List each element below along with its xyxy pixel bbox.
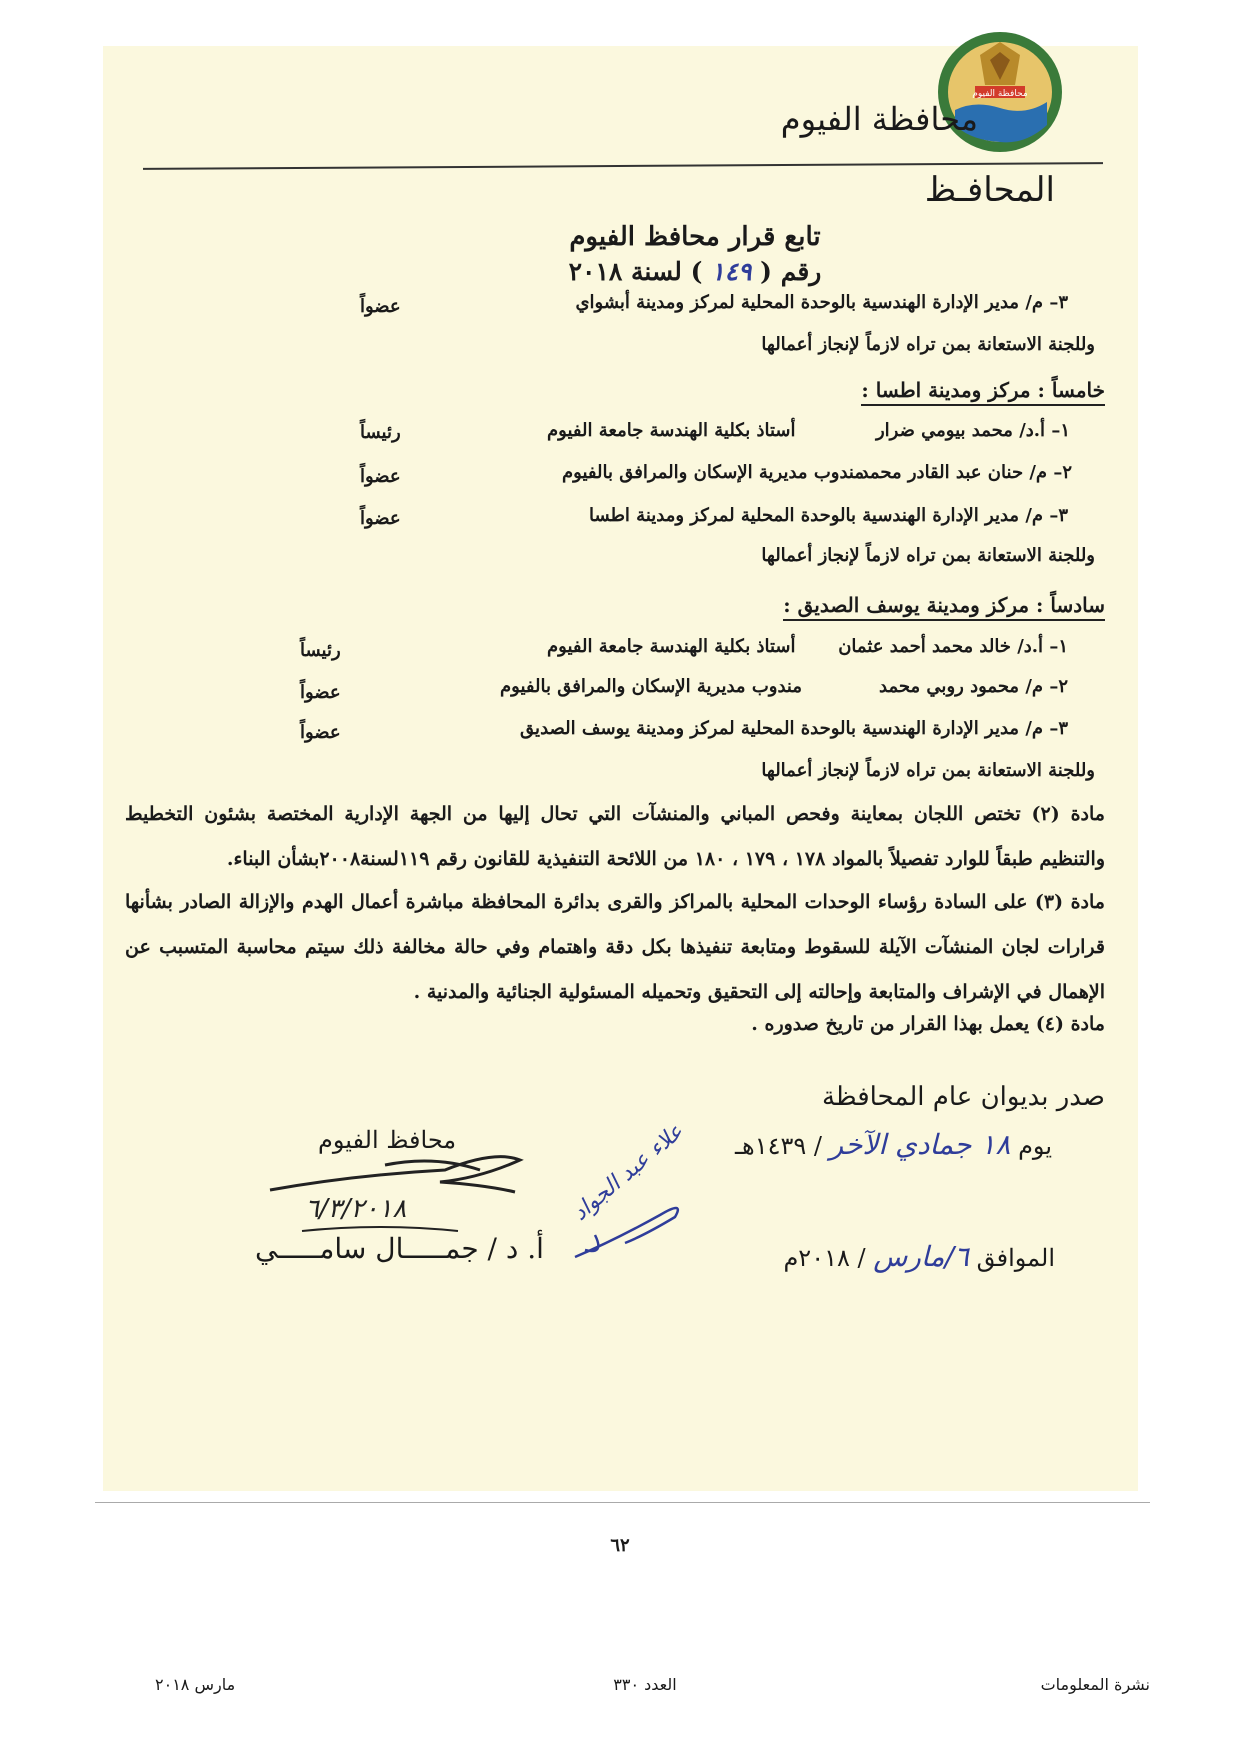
hijri-year: / ١٤٣٩هـ xyxy=(735,1132,822,1160)
member-title: مندوب مديرية الإسكان والمرافق بالفيوم xyxy=(562,462,865,483)
member-line: ٣– م/ مدير الإدارة الهندسية بالوحدة المحلية لمركز ومدينة أبشواي xyxy=(575,292,1068,313)
decision-number xyxy=(500,257,890,286)
governor-title: المحافـظ xyxy=(924,170,1055,210)
number-prefix: رقم ( xyxy=(760,257,822,286)
handwritten-gregorian: ٦/مارس xyxy=(873,1240,969,1273)
member-name: ٢– م/ حنان عبد القادر محمد xyxy=(860,462,1072,483)
decision-title: تابع قرار محافظ الفيوم xyxy=(569,222,821,252)
signature-date: ٦/٣/٢٠١٨ xyxy=(305,1194,407,1224)
greg-label: الموافق xyxy=(976,1244,1055,1272)
section-heading: سادساً : مركز ومدينة يوسف الصديق : xyxy=(783,593,1105,621)
day-label: يوم xyxy=(1018,1132,1052,1160)
article-3: مادة (٣) على السادة رؤساء الوحدات المحلية بالمراكز والقرى بدائرة المحافظة مباشرة أعمال الهدم والإزالة الصادر بشأنها قرارات لجان المنشآت الآيلة للسقوط ومتابعة تنفيذها بكل دقة واهتمام وفي حالة مخالفة ذلك سيتم محاسبة المتسبب عن الإهمال في الإشراف والمتابعة وإحالته إلى التحقيق وتحميله المسئولية الجنائية والمدنية . xyxy=(125,891,1105,1003)
footer-issue: العدد ٣٣٠ xyxy=(613,1675,677,1694)
issued-line: صدر بديوان عام المحافظة xyxy=(821,1082,1105,1112)
member-name: ١– أ.د/ محمد بيومي ضرار xyxy=(875,420,1070,441)
member-name: ٢– م/ محمود روبي محمد xyxy=(879,676,1068,697)
member-role: عضواً xyxy=(300,722,341,743)
handwritten-number: ١٤٩ xyxy=(711,257,752,286)
number-suffix: ) لسنة ٢٠١٨ xyxy=(568,257,703,286)
greg-year: / ٢٠١٨م xyxy=(783,1244,866,1272)
member-role: عضواً xyxy=(360,508,401,529)
hijri-date xyxy=(735,1128,1052,1161)
page-number: ٦٢ xyxy=(610,1535,630,1556)
governor-label: محافظ الفيوم xyxy=(318,1126,457,1154)
svg-text:محافظة الفيوم: محافظة الفيوم xyxy=(972,89,1028,99)
member-line: ٣– م/ مدير الإدارة الهندسية بالوحدة المحلية لمركز ومدينة يوسف الصديق xyxy=(520,718,1068,739)
member-title: أستاذ بكلية الهندسة جامعة الفيوم xyxy=(547,420,796,441)
member-name: ١– أ.د/ خالد محمد أحمد عثمان xyxy=(838,636,1068,657)
gregorian-date xyxy=(783,1240,1055,1273)
member-title: مندوب مديرية الإسكان والمرافق بالفيوم xyxy=(500,676,803,697)
member-title: أستاذ بكلية الهندسة جامعة الفيوم xyxy=(547,636,796,657)
governor-name: أ. د / جمـــــال سامـــــي xyxy=(255,1232,544,1265)
initials-scribble xyxy=(565,1195,695,1265)
member-role: رئيساً xyxy=(360,422,401,443)
marginal-note: علاء عبد الجواد xyxy=(567,1119,689,1226)
member-role: عضواً xyxy=(360,296,401,317)
help-line: وللجنة الاستعانة بمن تراه لازماً لإنجاز أعمالها xyxy=(761,334,1095,355)
footer-date: مارس ٢٠١٨ xyxy=(155,1675,236,1694)
article-4: مادة (٤) يعمل بهذا القرار من تاريخ صدوره . xyxy=(751,1013,1105,1035)
footer-rule xyxy=(95,1502,1150,1503)
help-line: وللجنة الاستعانة بمن تراه لازماً لإنجاز أعمالها xyxy=(761,545,1095,566)
footer-publication: نشرة المعلومات xyxy=(1040,1675,1150,1694)
governorate-name: محافظة الفيوم xyxy=(780,100,978,138)
member-role: عضواً xyxy=(300,682,341,703)
member-role: عضواً xyxy=(360,466,401,487)
handwritten-hijri: ١٨ جمادي الآخر xyxy=(829,1128,1011,1161)
section-heading: خامساً : مركز ومدينة اطسا : xyxy=(861,378,1105,406)
member-role: رئيساً xyxy=(300,640,341,661)
help-line: وللجنة الاستعانة بمن تراه لازماً لإنجاز أعمالها xyxy=(761,760,1095,781)
article-2: مادة (٢) تختص اللجان بمعاينة وفحص المباني والمنشآت التي تحال إليها من الجهة الإدارية المختصة بشئون التخطيط والتنظيم طبقاً للوارد تفصيلاً بالمواد ١٧٨ ، ١٧٩ ، ١٨٠ من اللائحة التنفيذية للقانون رقم ١١٩لسنة٢٠٠٨بشأن البناء. xyxy=(125,803,1105,870)
member-line: ٣– م/ مدير الإدارة الهندسية بالوحدة المحلية لمركز ومدينة اطسا xyxy=(589,505,1068,526)
